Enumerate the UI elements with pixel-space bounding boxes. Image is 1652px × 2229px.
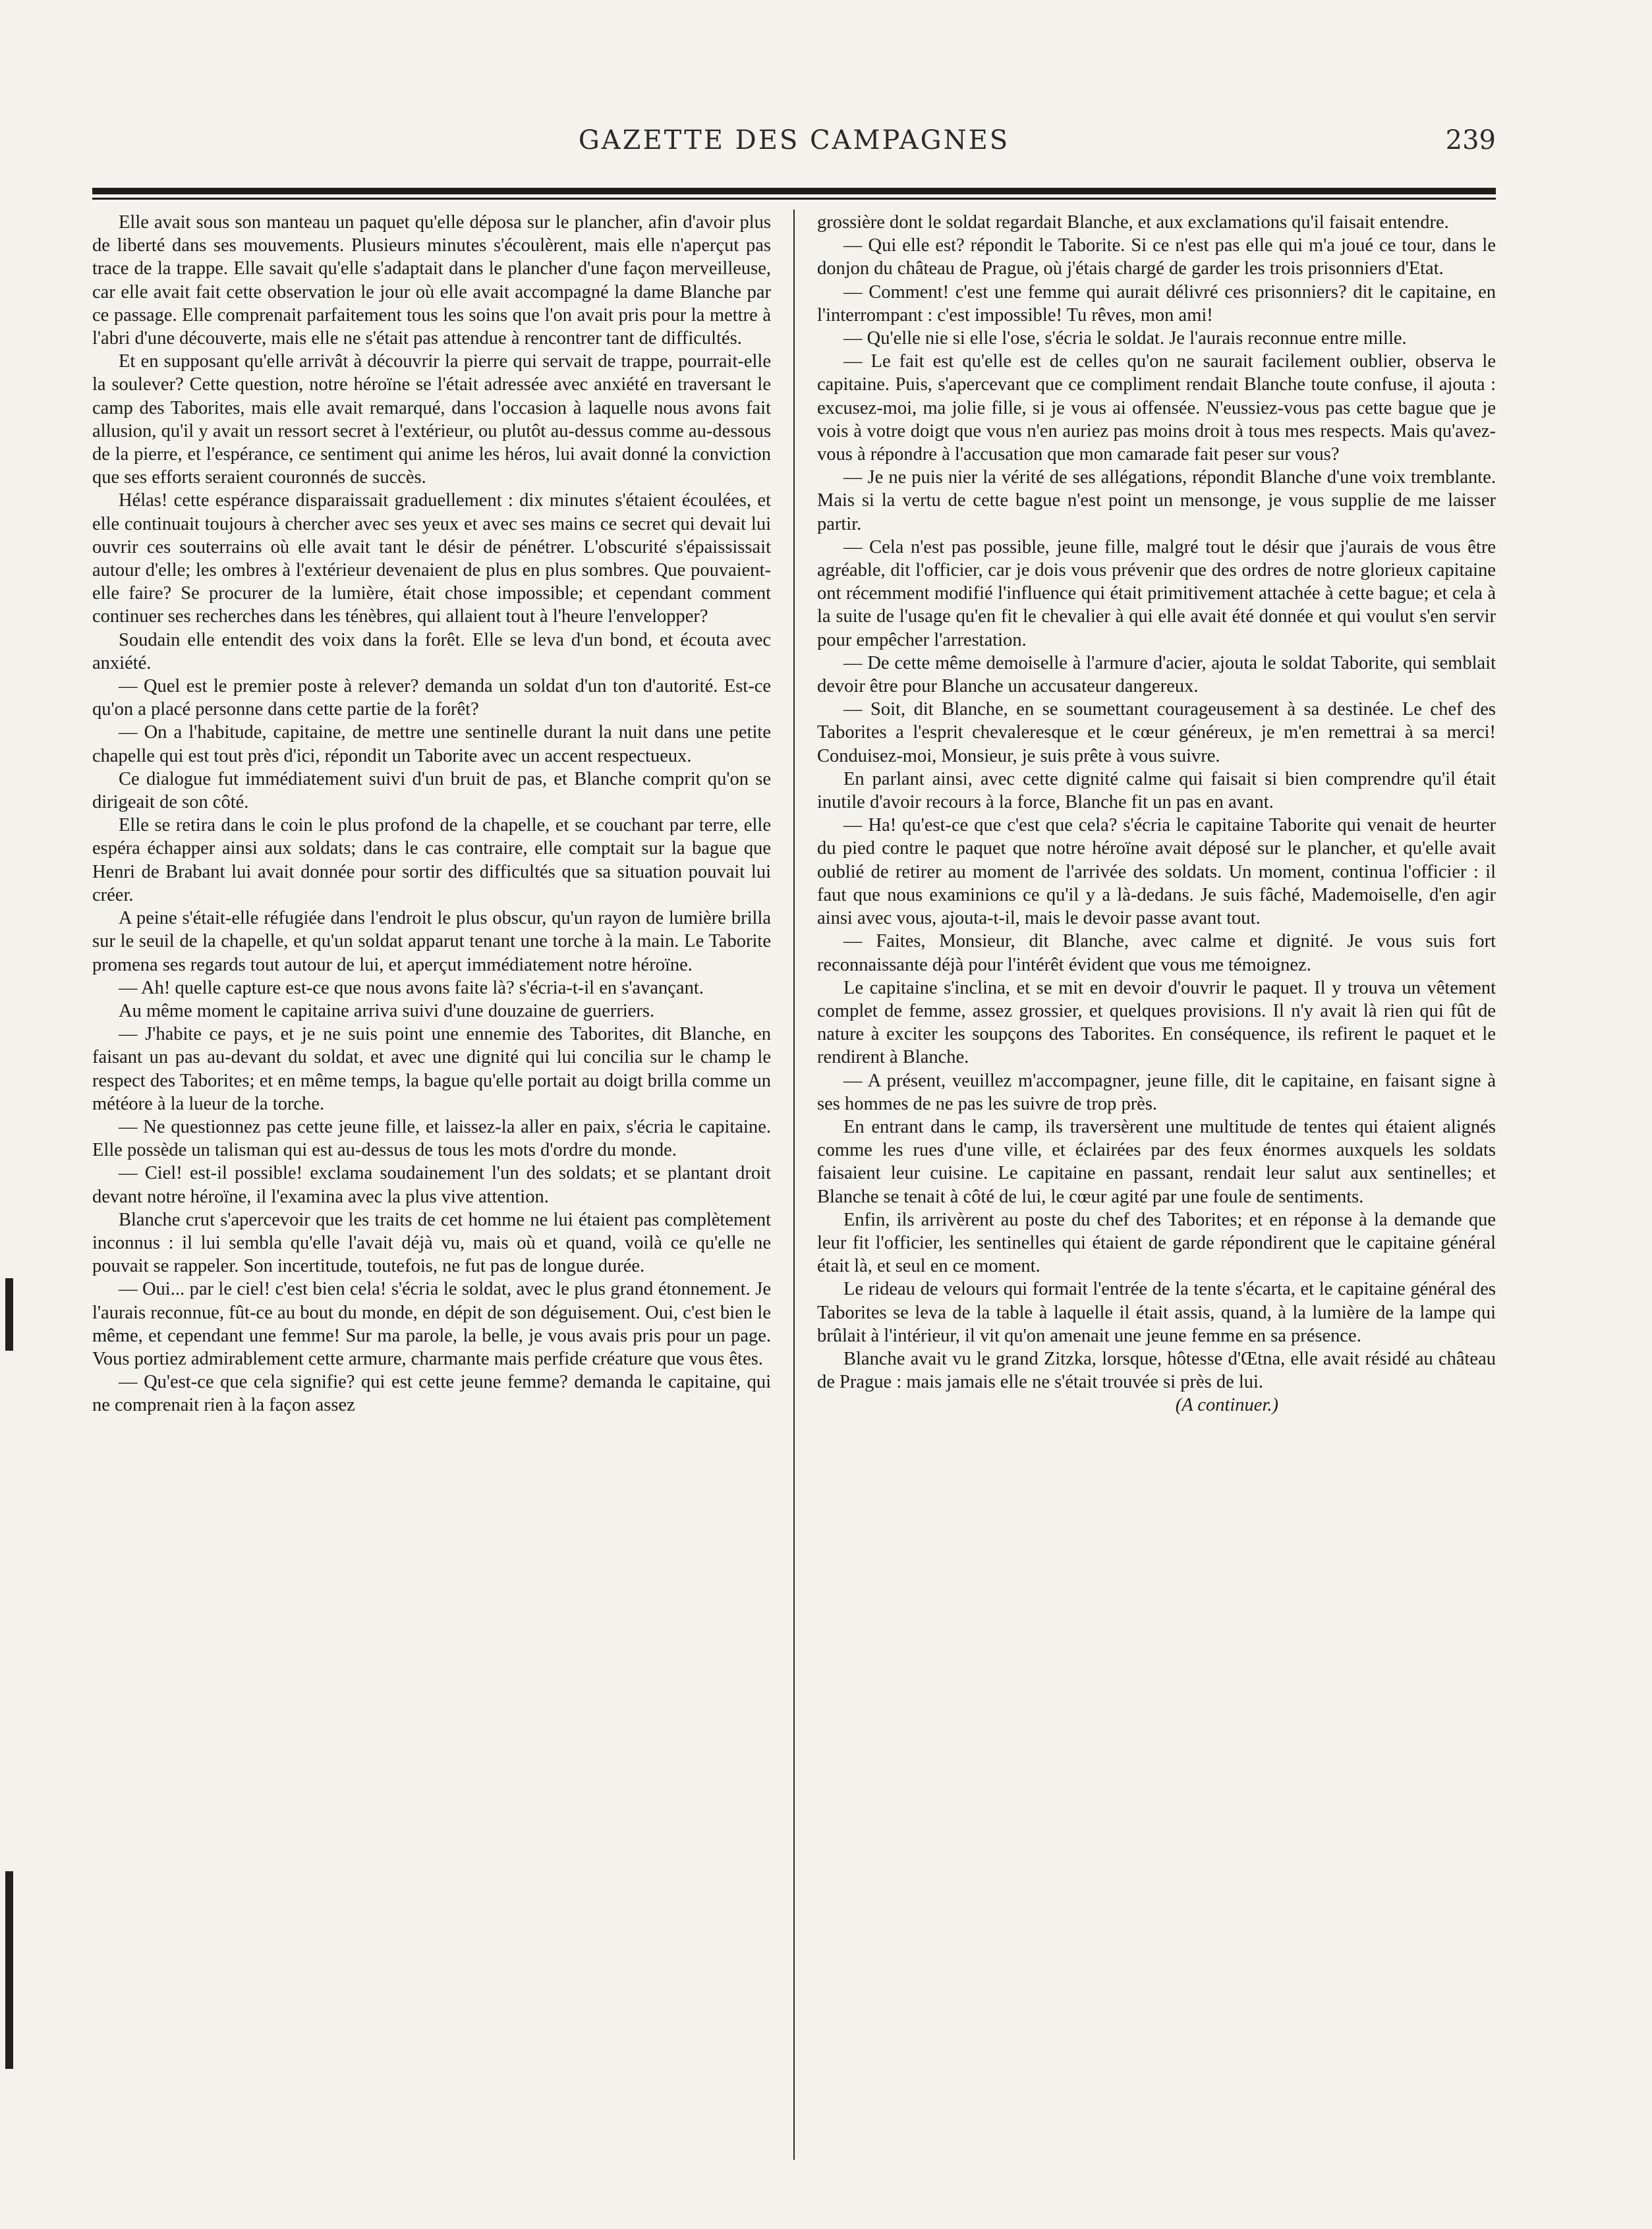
paragraph: Enfin, ils arrivèrent au poste du chef des Taborites; et en réponse à la demande que leur fit l'officier, les sentinelles qui étaient de garde répondirent que le capitaine général était là, et seul en ce moment. <box>817 1209 1496 1277</box>
right-column <box>817 211 1496 1417</box>
paragraph: Hélas! cette espérance disparaissait graduellement : dix minutes s'étaient écoulées, et elle continuait toujours à chercher avec ses yeux et avec ses mains ce secret qui devait lui ouvrir ces souterrains où elle avait tant le désir de pénétrer. L'obscurité s'épaississait autour d'elle; les ombres à l'extérieur devenaient de plus en plus sombres. Que pouvaient-elle faire? Se procurer de la lumière, était chose impossible; et cependant comment continuer ses recherches dans les ténèbres, qui allaient tout à l'heure l'envelopper? <box>92 490 771 627</box>
continuation-note: (A continuer.) <box>1175 1395 1278 1416</box>
paragraph: Elle se retira dans le coin le plus profond de la chapelle, et se couchant par terre, elle espéra échapper ainsi aux soldats; dans le cas contraire, elle comptait sur la bague que Henri de Brabant lui avait donnée pour sortir des difficultés que sa situation pouvait lui créer. <box>92 815 771 905</box>
left-column <box>92 211 771 1417</box>
column-divider <box>793 210 795 2160</box>
paragraph: Au même moment le capitaine arriva suivi d'une douzaine de guerriers. <box>119 1000 655 1021</box>
paragraph: — Oui... par le ciel! c'est bien cela! s'écria le soldat, avec le plus grand étonnement. Je l'aurais reconnue, fût-ce au bout du monde, en dépit de son déguisement. Oui, c'est bien le même, et cependant une femme! Sur ma parole, la belle, je vous avais pris pour un page. Vous portiez admirablement cette armure, charmante mais perfide créature que vous êtes. <box>92 1279 771 1369</box>
paragraph: grossière dont le soldat regardait Blanche, et aux exclamations qu'il faisait entendre. <box>817 212 1449 233</box>
paragraph: — Je ne puis nier la vérité de ses allégations, répondit Blanche d'une voix tremblante. Mais si la vertu de cette bague n'est point un mensonge, je vous supplie de me laisser partir. <box>817 467 1496 534</box>
paragraph: En entrant dans le camp, ils traversèrent une multitude de tentes qui étaient alignés comme les rues d'une ville, et éclairées par des feux énormes auxquels les soldats faisaient leur cuisine. Le capitaine en passant, rendait leur salut aux sentinelles; et Blanche se tenait à côté de lui, le cœur agité par une foule de sentiments. <box>817 1116 1496 1207</box>
header-rule-thick <box>92 188 1496 194</box>
paragraph: — On a l'habitude, capitaine, de mettre une sentinelle durant la nuit dans une petite chapelle qui est tout près d'ici, répondit un Taborite avec un accent respectueux. <box>92 722 771 766</box>
paragraph: Ce dialogue fut immédiatement suivi d'un bruit de pas, et Blanche comprit qu'on se dirigeait de son côté. <box>92 768 771 813</box>
paragraph: Soudain elle entendit des voix dans la forêt. Elle se leva d'un bond, et écouta avec anxiété. <box>92 629 771 673</box>
paragraph: Blanche avait vu le grand Zitzka, lorsque, hôtesse d'Œtna, elle avait résidé au château de Prague : mais jamais elle ne s'était trouvée si près de lui. <box>817 1348 1496 1393</box>
page-header <box>92 125 1496 171</box>
paragraph: Et en supposant qu'elle arrivât à découvrir la pierre qui servait de trappe, pourrait-elle la soulever? Cette question, notre héroïne se l'était adressée avec anxiété en traversant le camp des Taborites, mais elle avait remarqué, dans l'occasion à laquelle nous avons fait allusion, qu'il y avait un ressort secret à l'extérieur, ou plutôt au-dessus comme au-dessous de la pierre, et l'espérance, ce sentiment qui anime les héros, lui avait donné la conviction que ses efforts seraient couronnés de succès. <box>92 351 771 488</box>
paragraph: — Le fait est qu'elle est de celles qu'on ne saurait facilement oublier, observa le capitaine. Puis, s'apercevant que ce compliment rendait Blanche toute confuse, il ajouta : excusez-moi, ma jolie fille, si je vous ai offensée. N'eussiez-vous pas cette bague que je vois à votre doigt que vous n'en auriez pas moins droit à tous mes respects. Mais qu'avez-vous à répondre à l'accusation que mon camarade fait peser sur vous? <box>817 351 1496 465</box>
scan-edge-mark <box>5 1278 13 1351</box>
paragraph: — Quel est le premier poste à relever? demanda un soldat d'un ton d'autorité. Est-ce qu'on a placé personne dans cette partie de la forêt? <box>92 676 771 720</box>
paragraph: — Qui elle est? répondit le Taborite. Si ce n'est pas elle qui m'a joué ce tour, dans le donjon du château de Prague, où j'étais chargé de garder les trois prisonniers d'Etat. <box>817 235 1496 279</box>
paragraph: Le rideau de velours qui formait l'entrée de la tente s'écarta, et le capitaine général des Taborites se leva de la table à laquelle il était assis, quand, à la lumière de la lampe qui brûlait à l'intérieur, il vit qu'on amenait une jeune femme en sa présence. <box>817 1279 1496 1346</box>
paragraph: — Qu'est-ce que cela signifie? qui est cette jeune femme? demanda le capitaine, qui ne comprenait rien à la façon assez <box>92 1372 771 1416</box>
paragraph: Elle avait sous son manteau un paquet qu'elle déposa sur le plancher, afin d'avoir plus de liberté dans ses mouvements. Plusieurs minutes s'écoulèrent, mais elle n'aperçut pas trace de la trappe. Elle savait qu'elle s'adaptait dans le plancher d'une façon merveilleuse, car elle avait fait cette observation le jour où elle avait accompagné la dame Blanche par ce passage. Elle comprenait parfaitement tous les soins que l'on avait pris pour la mettre à l'abri d'une découverte, mais elle ne s'était pas attendue à rencontrer tant de difficultés. <box>92 212 771 349</box>
paragraph: — Soit, dit Blanche, en se soumettant courageusement à sa destinée. Le chef des Taborites a l'esprit chevaleresque et le cœur généreux, je m'en remettrai à sa merci! Conduisez-moi, Monsieur, je suis prête à vous suivre. <box>817 699 1496 766</box>
scan-edge-mark <box>5 1871 13 2069</box>
paragraph: Blanche crut s'apercevoir que les traits de cet homme ne lui étaient pas complètement inconnus : il lui sembla qu'elle l'avait déjà vu, mais où et quand, voilà ce qu'elle ne pouvait se rappeler. Son incertitude, toutefois, ne fut pas de longue durée. <box>92 1209 771 1277</box>
paragraph: — Ne questionnez pas cette jeune fille, et laissez-la aller en paix, s'écria le capitaine. Elle possède un talisman qui est au-dessus de tous les mots d'ordre du monde. <box>92 1116 771 1161</box>
paragraph: — Ah! quelle capture est-ce que nous avons faite là? s'écria-t-il en s'avançant. <box>119 977 704 998</box>
paragraph: — Comment! c'est une femme qui aurait délivré ces prisonniers? dit le capitaine, en l'interrompant : c'est impossible! Tu rêves, mon ami! <box>817 281 1496 325</box>
paragraph: Le capitaine s'inclina, et se mit en devoir d'ouvrir le paquet. Il y trouva un vêtement complet de femme, assez grossier, et quelques provisions. Il n'y avait là rien qui fût de nature à exciter les soupçons des Taborites. En conséquence, ils refirent le paquet et le rendirent à Blanche. <box>817 977 1496 1068</box>
paragraph: — Qu'elle nie si elle l'ose, s'écria le soldat. Je l'aurais reconnue entre mille. <box>843 328 1407 349</box>
header-rule-thin <box>92 198 1496 200</box>
page-number: 239 <box>1445 125 1496 155</box>
paragraph: A peine s'était-elle réfugiée dans l'endroit le plus obscur, qu'un rayon de lumière brilla sur le seuil de la chapelle, et qu'un soldat apparut tenant une torche à la main. Le Taborite promena ses regards tout autour de lui, et aperçut immédiatement notre héroïne. <box>92 908 771 975</box>
paragraph: — A présent, veuillez m'accompagner, jeune fille, dit le capitaine, en faisant signe à ses hommes de ne pas les suivre de trop près. <box>817 1070 1496 1114</box>
paragraph: — De cette même demoiselle à l'armure d'acier, ajouta le soldat Taborite, qui semblait devoir être pour Blanche un accusateur dangereux. <box>817 652 1496 697</box>
newspaper-title: GAZETTE DES CAMPAGNES <box>578 125 1010 155</box>
paragraph: — Ciel! est-il possible! exclama soudainement l'un des soldats; et se plantant droit devant notre héroïne, il l'examina avec la plus vive attention. <box>92 1163 771 1207</box>
paragraph: — Cela n'est pas possible, jeune fille, malgré tout le désir que j'aurais de vous être agréable, dit l'officier, car je dois vous prévenir que des ordres de notre glorieux capitaine ont récemment modifié l'influence qui était primitivement attachée à cette bague; et cela à la suite de l'usage qu'en fit le chevalier à qui elle avait été donnée et qui voulut s'en servir pour empêcher l'arrestation. <box>817 536 1496 650</box>
paragraph: — J'habite ce pays, et je ne suis point une ennemie des Taborites, dit Blanche, en faisant un pas au-devant du soldat, et avec une dignité qui lui concilia sur le champ le respect des Taborites; et en même temps, la bague qu'elle portait au doigt brilla comme un météore à la lueur de la torche. <box>92 1024 771 1114</box>
paragraph: — Faites, Monsieur, dit Blanche, avec calme et dignité. Je vous suis fort reconnaissante déjà pour l'intérêt évident que vous me témoignez. <box>817 931 1496 975</box>
paragraph: — Ha! qu'est-ce que c'est que cela? s'écria le capitaine Taborite qui venait de heurter du pied contre le paquet que notre héroïne avait déposé sur le plancher, et qu'elle avait oublié de retirer au moment de l'arrivée des soldats. Un moment, continua l'officier : il faut que nous examinions ce qu'il y a là-dedans. Je suis fâché, Mademoiselle, d'en agir ainsi avec vous, ajouta-t-il, mais le devoir passe avant tout. <box>817 815 1496 929</box>
paragraph: En parlant ainsi, avec cette dignité calme qui faisait si bien comprendre qu'il était inutile d'avoir recours à la force, Blanche fit un pas en avant. <box>817 768 1496 813</box>
